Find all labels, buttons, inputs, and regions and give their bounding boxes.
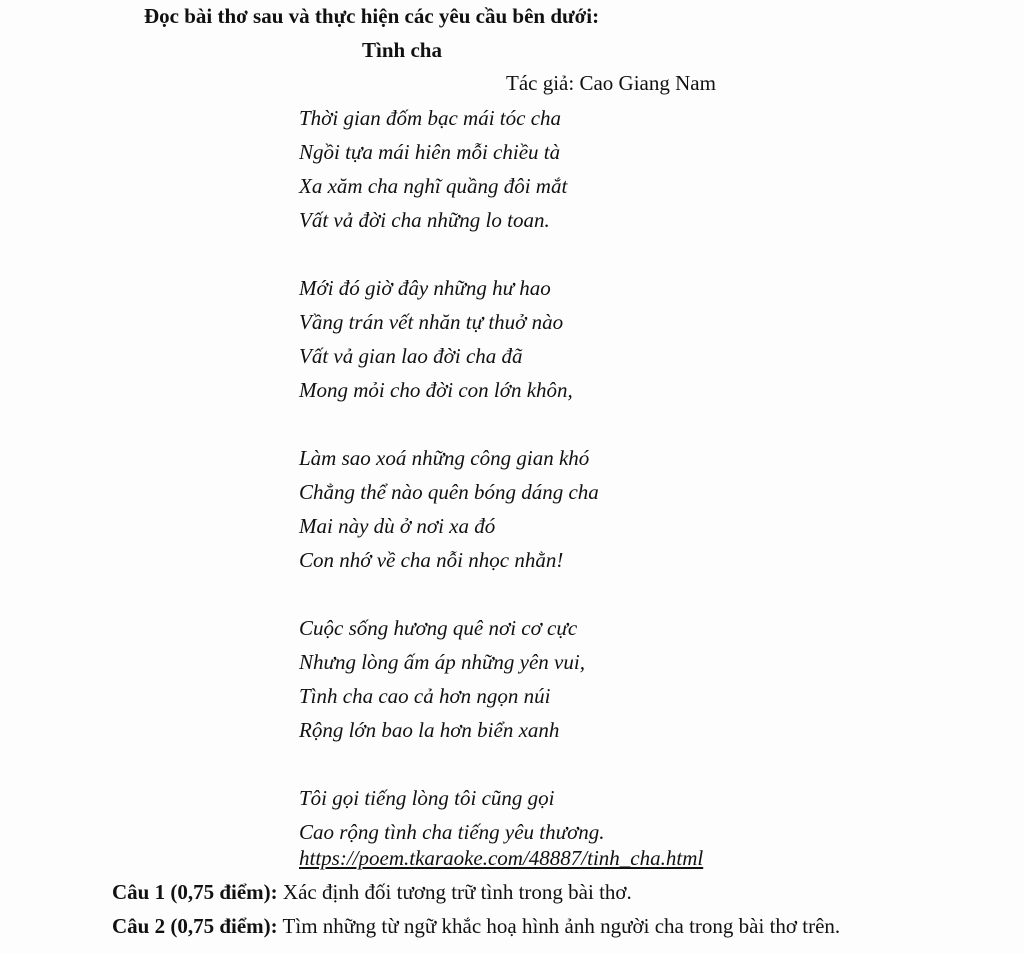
poem-title: Tình cha xyxy=(362,38,442,62)
poem-line: Mai này dù ở nơi xa đó xyxy=(299,514,496,538)
stanza-2 xyxy=(299,271,799,407)
poem-line: Vất vả gian lao đời cha đã xyxy=(299,344,523,368)
stanza-1 xyxy=(299,101,799,237)
poem-line: Ngồi tựa mái hiên mỗi chiều tà xyxy=(299,140,561,164)
poem-line: Tình cha cao cả hơn ngọn núi xyxy=(299,684,551,708)
question-1 xyxy=(112,880,632,905)
poem-line: Chẳng thể nào quên bóng dáng cha xyxy=(299,480,599,504)
poem-line: Rộng lớn bao la hơn biển xanh xyxy=(299,718,560,742)
instruction-heading: Đọc bài thơ sau và thực hiện các yêu cầu bên dưới: xyxy=(144,4,600,28)
poem-line: Nhưng lòng ấm áp những yên vui, xyxy=(299,650,585,674)
poem-line: Mong mỏi cho đời con lớn khôn, xyxy=(299,378,573,402)
question-1-text: Xác định đối tương trữ tình trong bài thơ. xyxy=(277,880,632,904)
poem-line: Mới đó giờ đây những hư hao xyxy=(299,276,551,300)
stanza-3 xyxy=(299,441,799,577)
poem-line: Cuộc sống hương quê nơi cơ cực xyxy=(299,616,578,640)
question-2-label: Câu 2 (0,75 điểm): xyxy=(112,914,278,938)
poem-line: Vất vả đời cha những lo toan. xyxy=(299,208,550,232)
poem-body xyxy=(299,101,799,849)
poem-line: Thời gian đốm bạc mái tóc cha xyxy=(299,106,562,130)
stanza-4 xyxy=(299,611,799,747)
poem-author: Tác giả: Cao Giang Nam xyxy=(506,71,716,95)
poem-line: Cao rộng tình cha tiếng yêu thương. xyxy=(299,820,605,844)
poem-line: Tôi gọi tiếng lòng tôi cũng gọi xyxy=(299,786,555,810)
question-2 xyxy=(112,914,840,939)
question-2-text: Tìm những từ ngữ khắc hoạ hình ảnh người cha trong bài thơ trên. xyxy=(277,914,841,938)
poem-line: Làm sao xoá những công gian khó xyxy=(299,446,590,470)
source-link[interactable]: https://poem.tkaraoke.com/48887/tinh_cha.html xyxy=(299,846,704,870)
poem-line: Vầng trán vết nhăn tự thuở nào xyxy=(299,310,564,334)
stanza-5 xyxy=(299,781,799,849)
poem-line: Xa xăm cha nghĩ quầng đôi mắt xyxy=(299,174,568,198)
question-1-label: Câu 1 (0,75 điểm): xyxy=(112,880,278,904)
poem-line: Con nhớ về cha nỗi nhọc nhằn! xyxy=(299,548,564,572)
